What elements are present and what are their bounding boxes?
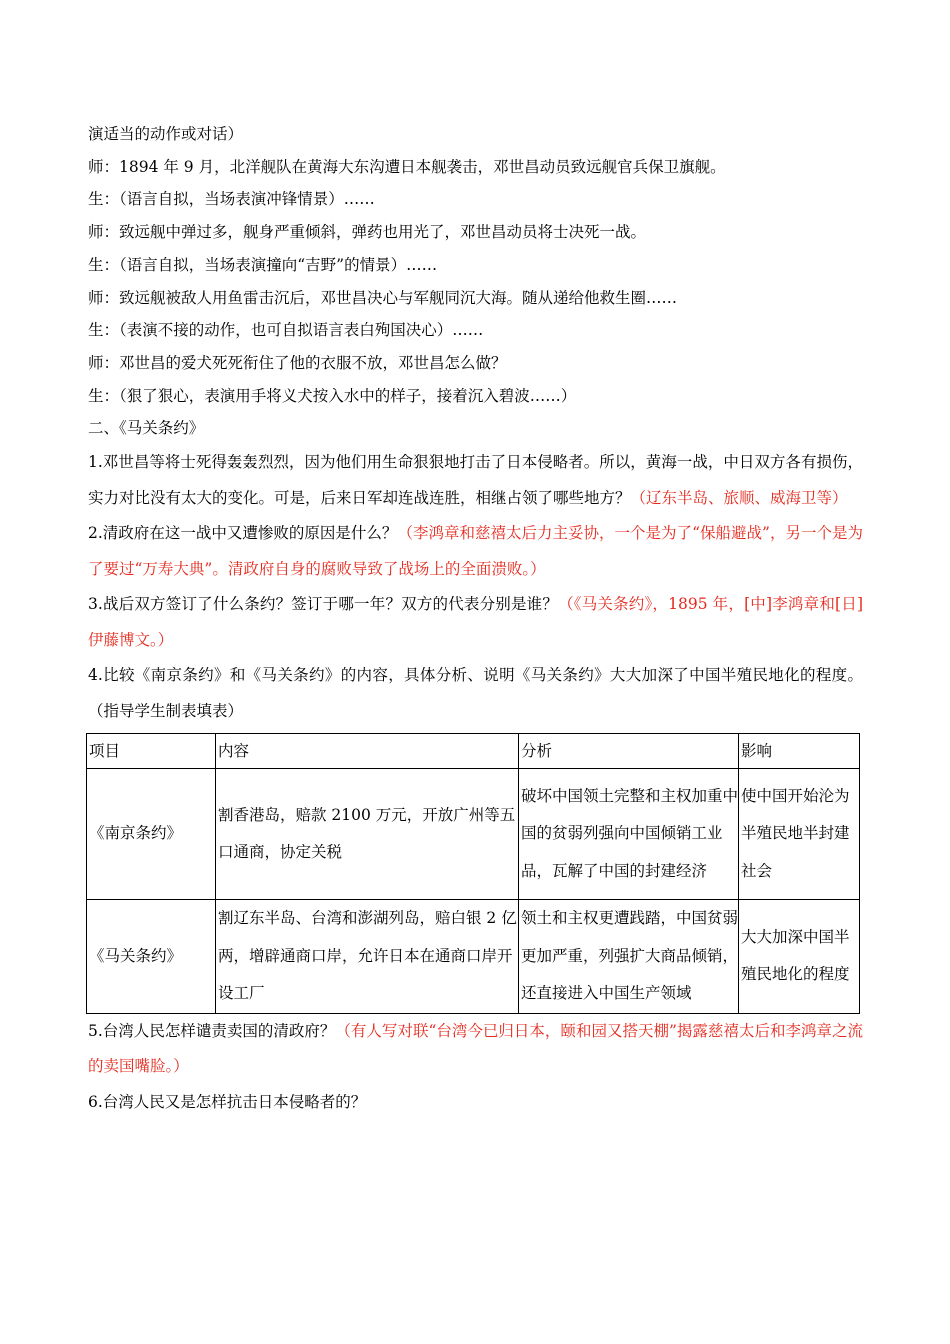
question-6 (88, 1085, 863, 1121)
dialogue-line: 师：1894 年 9 月，北洋舰队在黄海大东沟遭日本舰袭击，邓世昌动员致远舰官兵保卫旗舰。 (88, 157, 726, 176)
table-cell-item: 《南京条约》 (87, 769, 216, 900)
answer-text: （辽东半岛、旅顺、威海卫等） (630, 488, 848, 507)
dialogue-line: 生：（语言自拟，当场表演冲锋情景）…… (88, 190, 375, 209)
question-text: 4.比较《南京条约》和《马关条约》的内容，具体分析、说明《马关条约》大大加深了中国半殖民地化的程度。（指导学生制表填表） (88, 666, 863, 720)
table-cell-content: 割香港岛，赔款 2100 万元，开放广州等五口通商，协定关税 (216, 769, 519, 900)
question-text: 6.台湾人民又是怎样抗击日本侵略者的？ (88, 1092, 367, 1111)
dialogue-line: 师：邓世昌的爱犬死死衔住了他的衣服不放，邓世昌怎么做？ (88, 353, 507, 372)
table-row (87, 900, 860, 1014)
question-text: 5.台湾人民怎样谴责卖国的清政府？ (88, 1021, 336, 1040)
section-heading: 二、《马关条约》 (88, 419, 205, 438)
table-cell-content: 割辽东半岛、台湾和澎湖列岛，赔白银 2 亿两，增辟通商口岸，允许日本在通商口岸开设工厂 (216, 900, 519, 1014)
table-cell-impact: 大大加深中国半殖民地化的程度 (739, 900, 860, 1014)
table-row (87, 769, 860, 900)
table-header-cell: 项目 (87, 734, 216, 769)
answer-text: （李鸿章和慈禧太后力主妥协，一个是为了“保船避战”，另一个是为了要过“万寿大典”。清政府自身的腐败导致了战场上的全面溃败。） (88, 524, 863, 578)
table-cell-analysis: 领土和主权更遭践踏，中国贫弱更加严重，列强扩大商品倾销，还直接进入中国生产领域 (519, 900, 739, 1014)
answer-text: （《马关条约》，1895 年，[中]李鸿章和[日]伊藤博文。） (88, 595, 863, 649)
table-header-cell: 内容 (216, 734, 519, 769)
table-cell-impact: 使中国开始沦为半殖民地半封建社会 (739, 769, 860, 900)
table-header-row (87, 734, 860, 769)
dialogue-line: 生：（语言自拟，当场表演撞向“吉野”的情景）…… (88, 255, 438, 274)
dialogue-line: 生：（狠了狠心，表演用手将义犬按入水中的样子，接着沉入碧波……） (88, 386, 577, 405)
dialogue-line: 师：致远舰中弹过多，舰身严重倾斜，弹药也用光了，邓世昌动员将士决死一战。 (88, 223, 647, 242)
table-cell-item: 《马关条约》 (87, 900, 216, 1014)
question-3 (88, 587, 863, 658)
dialogue-line: 师：致远舰被敌人用鱼雷击沉后，邓世昌决心与军舰同沉大海。随从递给他救生圈…… (88, 288, 678, 307)
dialogue-line: 演适当的动作或对话） (88, 125, 244, 143)
question-text: 3.战后双方签订了什么条约？签订于哪一年？双方的代表分别是谁？ (88, 595, 559, 614)
document-page (88, 118, 863, 1120)
dialogue-line: 生：（表演不接的动作，也可自拟语言表白殉国决心）…… (88, 321, 484, 340)
comparison-table (86, 733, 860, 1014)
table-header-cell: 分析 (519, 734, 739, 769)
question-4 (88, 658, 863, 729)
answer-text: （有人写对联“台湾今已归日本，颐和园又搭天棚”揭露慈禧太后和李鸿章之流的卖国嘴脸。） (88, 1021, 863, 1076)
question-5 (88, 1014, 863, 1085)
question-text: 2.清政府在这一战中又遭惨败的原因是什么？ (88, 524, 398, 543)
table-header-cell: 影响 (739, 734, 860, 769)
question-2 (88, 516, 863, 587)
question-1 (88, 445, 863, 516)
question-text: 1.邓世昌等将士死得轰轰烈烈，因为他们用生命狠狠地打击了日本侵略者。所以，黄海一战，中日双方各有损伤，实力对比没有太大的变化。可是，后来日军却连战连胜，相继占领了哪些地方？ (88, 453, 863, 507)
table-cell-analysis: 破坏中国领土完整和主权加重中国的贫弱列强向中国倾销工业品，瓦解了中国的封建经济 (519, 769, 739, 900)
